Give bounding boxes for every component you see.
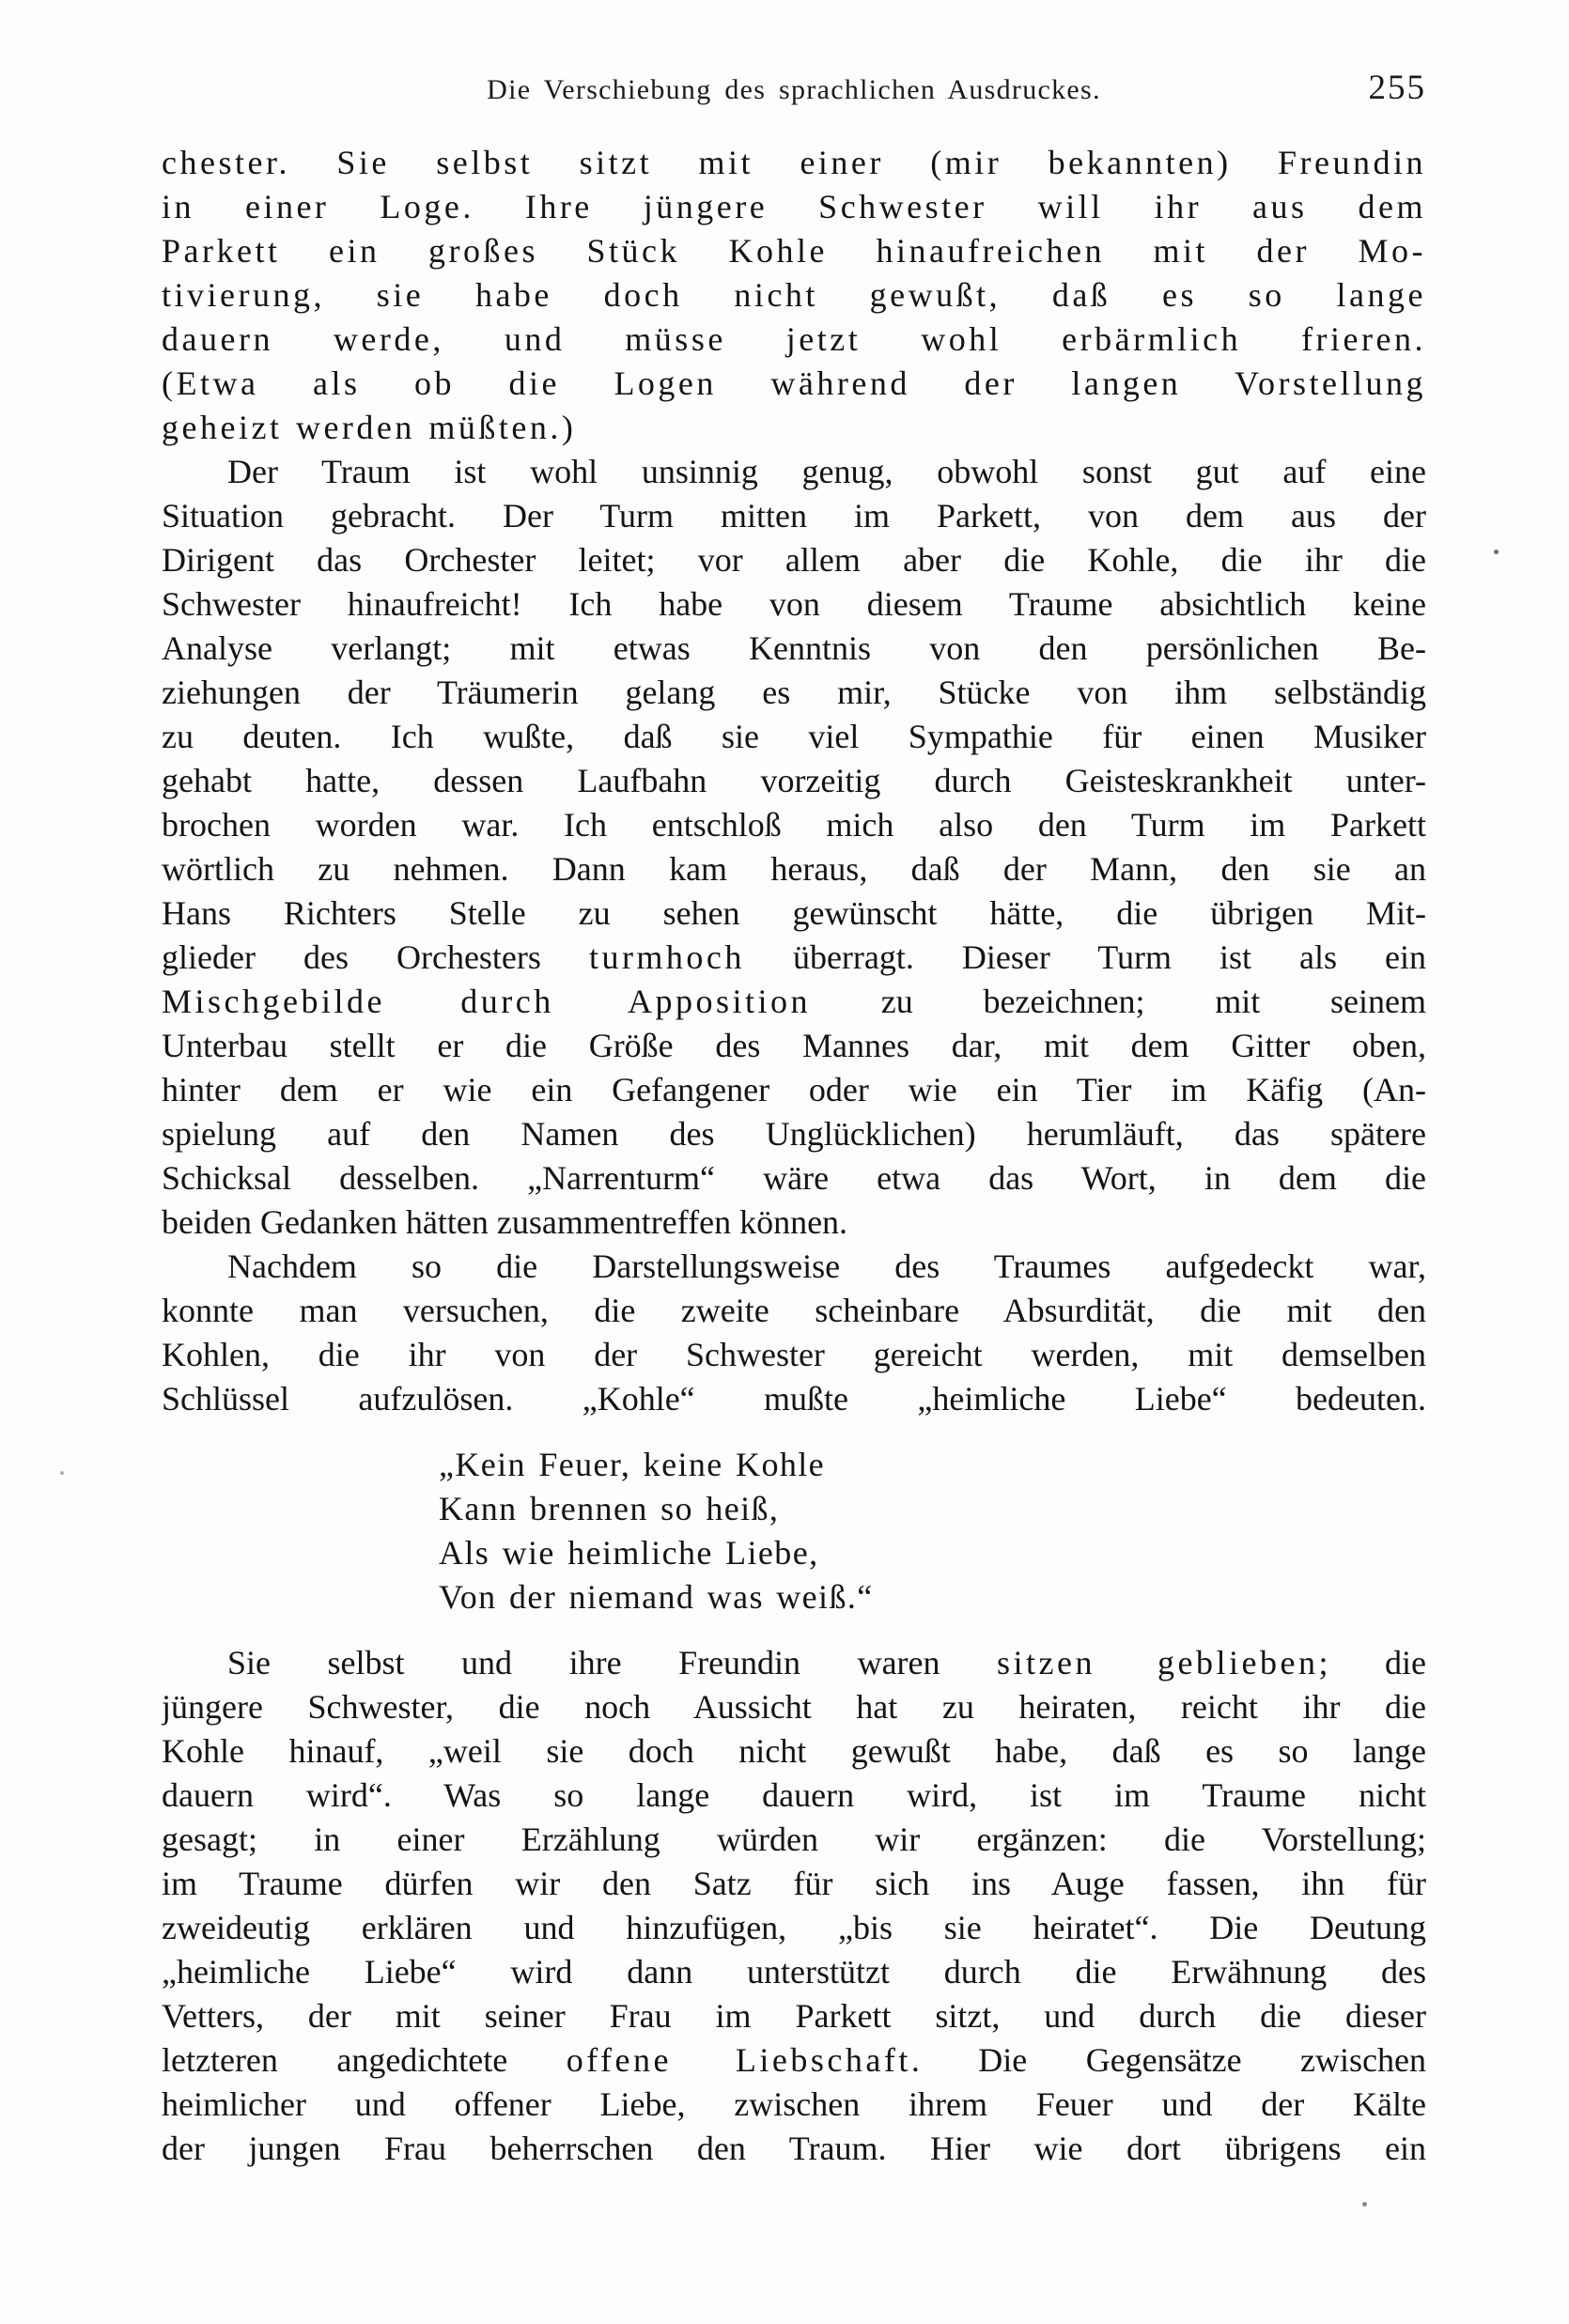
text-segment: . Die Gegensätze zwischen [910, 2041, 1426, 2079]
text-line: spielung auf den Namen des Unglücklichen) herumläuft, das spätere [162, 1115, 1426, 1153]
text-segment: Sie selbst und ihre Freundin waren [227, 1644, 998, 1681]
text-line: geheizt werden müßten.) [162, 409, 577, 446]
paragraph-analysis [162, 450, 1426, 1245]
text-line [162, 1641, 1426, 1685]
text-line: wörtlich zu nehmen. Dann kam heraus, daß der Mann, den sie an [162, 850, 1426, 888]
text-line: beiden Gedanken hätten zusammentreffen können. [162, 1203, 848, 1241]
text-line: Dirigent das Orchester leitet; vor allem aber die Kohle, die ihr die [162, 541, 1426, 579]
text-line: brochen worden war. Ich entschloß mich also den Turm im Parkett [162, 806, 1426, 844]
text-segment: glieder des Orchesters [162, 938, 589, 976]
text-line: in einer Loge. Ihre jüngere Schwester will ihr aus dem [162, 188, 1426, 225]
text-line [162, 936, 1426, 980]
text-line: zu deuten. Ich wußte, daß sie viel Sympathie für einen Musiker [162, 718, 1426, 755]
emphasized-text: Mischgebilde durch Apposition [162, 983, 812, 1020]
text-line: Nachdem so die Darstellungsweise des Traumes aufgedeckt war, [227, 1247, 1426, 1285]
text-line: gehabt hatte, dessen Laufbahn vorzeitig durch Geisteskrankheit unter- [162, 762, 1426, 799]
emphasized-text: sitzen geblieben [997, 1644, 1319, 1681]
text-line: Schlüssel aufzulösen. „Kohle“ mußte „heimliche Liebe“ bedeuten. [162, 1380, 1426, 1418]
text-segment: ; die [1318, 1644, 1426, 1681]
scan-speck [1494, 550, 1499, 554]
text-line: ziehungen der Träumerin gelang es mir, Stücke von ihm selbständig [162, 674, 1426, 711]
paragraph-interpretation [162, 1641, 1426, 2171]
text-line: Kohle hinauf, „weil sie doch nicht gewußt habe, daß es so lange [162, 1732, 1426, 1770]
page-number: 255 [1368, 69, 1426, 107]
poem-line: „Kein Feuer, keine Kohle [439, 1446, 826, 1483]
text-segment: überragt. Dieser Turm ist als ein [744, 938, 1426, 976]
text-line: hinter dem er wie ein Gefangener oder wie ein Tier im Käfig (An- [162, 1071, 1426, 1108]
text-line: Hans Richters Stelle zu sehen gewünscht hätte, die übrigen Mit- [162, 894, 1426, 932]
text-line: Kohlen, die ihr von der Schwester gereicht werden, mit demselben [162, 1336, 1426, 1373]
paragraph-dream-text [162, 141, 1426, 450]
text-line: zweideutig erklären und hinzufügen, „bis sie heiratet“. Die Deutung [162, 1909, 1426, 1946]
text-line: chester. Sie selbst sitzt mit einer (mir bekannten) Freundin [162, 144, 1426, 181]
text-line: im Traume dürfen wir den Satz für sich ins Auge fassen, ihn für [162, 1865, 1426, 1902]
text-line: gesagt; in einer Erzählung würden wir ergänzen: die Vorstellung; [162, 1820, 1426, 1858]
emphasized-text: turmhoch [588, 938, 745, 976]
text-line [162, 980, 1426, 1024]
text-line: Der Traum ist wohl unsinnig genug, obwohl sonst gut auf eine [227, 453, 1426, 490]
text-line: dauern wird“. Was so lange dauern wird, ist im Traume nicht [162, 1776, 1426, 1814]
text-line: Schicksal desselben. „Narrenturm“ wäre etwa das Wort, in dem die [162, 1159, 1426, 1197]
text-line: Parkett ein großes Stück Kohle hinaufreichen mit der Mo- [162, 232, 1426, 270]
text-line: heimlicher und offener Liebe, zwischen ihrem Feuer und der Kälte [162, 2085, 1426, 2123]
emphasized-text: offene Liebschaft [566, 2041, 911, 2079]
folk-song-quotation [439, 1443, 1426, 1619]
text-line: der jungen Frau beherrschen den Traum. Hier wie dort übrigens ein [162, 2130, 1426, 2167]
text-line: tivierung, sie habe doch nicht gewußt, daß es so lange [162, 276, 1426, 314]
text-line: jüngere Schwester, die noch Aussicht hat zu heiraten, reicht ihr die [162, 1688, 1426, 1726]
text-line [162, 2038, 1426, 2083]
text-line: dauern werde, und müsse jetzt wohl erbärmlich frieren. [162, 320, 1426, 358]
text-line: Unterbau stellt er die Größe des Mannes dar, mit dem Gitter oben, [162, 1027, 1426, 1064]
poem-line: Von der niemand was weiß.“ [439, 1578, 874, 1616]
text-line: konnte man versuchen, die zweite scheinbare Absurdität, die mit den [162, 1292, 1426, 1329]
text-line: Vetters, der mit seiner Frau im Parkett sitzt, und durch die dieser [162, 1997, 1426, 2035]
paragraph-second-absurdity [162, 1245, 1426, 1421]
poem-line: Als wie heimliche Liebe, [439, 1534, 819, 1572]
scan-speck [1362, 2202, 1367, 2207]
text-segment: zu bezeichnen; mit seinem [811, 983, 1426, 1020]
scan-speck [60, 1471, 64, 1475]
text-line: Situation gebracht. Der Turm mitten im Parkett, von dem aus der [162, 497, 1426, 535]
text-line: (Etwa als ob die Logen während der langen Vorstellung [162, 364, 1426, 402]
text-line: „heimliche Liebe“ wird dann unterstützt durch die Erwähnung des [162, 1953, 1426, 1991]
running-head-title: Die Verschiebung des sprachlichen Ausdruckes. [487, 74, 1101, 105]
text-line: Analyse verlangt; mit etwas Kenntnis von den persönlichen Be- [162, 629, 1426, 667]
text-segment: letzteren angedichtete [162, 2041, 567, 2079]
page-header [162, 66, 1426, 115]
text-block [162, 141, 1426, 2171]
poem-line: Kann brennen so heiß, [439, 1490, 780, 1527]
text-line: Schwester hinaufreicht! Ich habe von diesem Traume absichtlich keine [162, 585, 1426, 623]
